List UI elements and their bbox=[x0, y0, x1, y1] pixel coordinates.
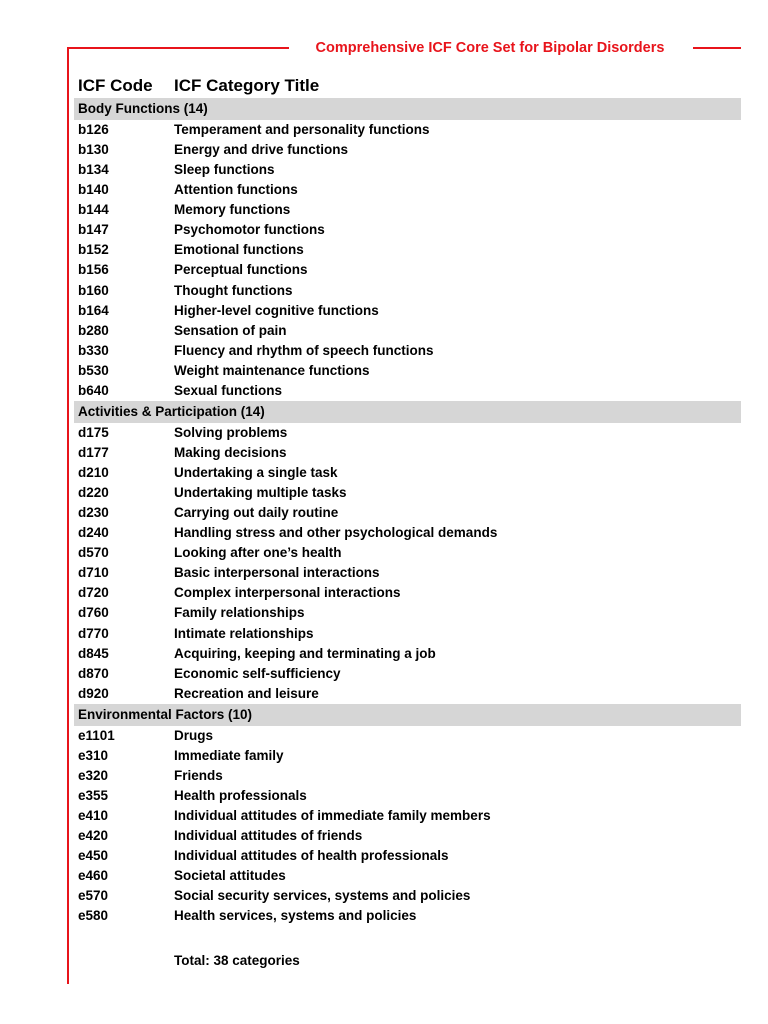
table-row bbox=[74, 603, 741, 623]
icf-code: e320 bbox=[78, 767, 109, 783]
table-row bbox=[74, 240, 741, 260]
icf-code: d770 bbox=[78, 625, 109, 641]
icf-category-title: Individual attitudes of immediate family members bbox=[174, 808, 491, 823]
icf-code: d870 bbox=[78, 665, 109, 681]
icf-code: b147 bbox=[78, 222, 109, 238]
icf-category-title: Higher-level cognitive functions bbox=[174, 302, 379, 318]
icf-category-title: Handling stress and other psychological demands bbox=[174, 525, 498, 541]
table-row bbox=[74, 423, 741, 443]
icf-category-title: Emotional functions bbox=[174, 242, 304, 258]
icf-category-title: Drugs bbox=[174, 727, 214, 743]
icf-code: e450 bbox=[78, 848, 109, 864]
icf-category-title: Acquiring, keeping and terminating a job bbox=[174, 645, 436, 661]
icf-category-title: Sleep functions bbox=[174, 162, 275, 178]
icf-code: b160 bbox=[78, 282, 109, 298]
frame-vertical-rule bbox=[67, 48, 69, 984]
icf-category-title: Health services, systems and policies bbox=[174, 908, 417, 924]
icf-category-title: Memory functions bbox=[174, 202, 291, 218]
icf-category-title: Recreation and leisure bbox=[174, 685, 319, 701]
icf-category-title: Family relationships bbox=[174, 605, 305, 621]
icf-code: b144 bbox=[78, 202, 109, 218]
icf-code: e580 bbox=[78, 908, 109, 924]
section-heading: Environmental Factors (10) bbox=[74, 704, 741, 726]
icf-code: d210 bbox=[78, 465, 109, 480]
table-row bbox=[74, 200, 741, 220]
table-row bbox=[74, 381, 741, 401]
icf-category-title: Carrying out daily routine bbox=[174, 505, 339, 521]
icf-category-title: Perceptual functions bbox=[174, 262, 308, 278]
table-row bbox=[74, 846, 741, 866]
table-row bbox=[74, 886, 741, 906]
icf-code: e460 bbox=[78, 868, 109, 884]
table-row bbox=[74, 483, 741, 503]
table-row bbox=[74, 644, 741, 664]
icf-code: e355 bbox=[78, 787, 109, 803]
column-headers bbox=[78, 75, 738, 97]
table-row bbox=[74, 624, 741, 644]
table-row bbox=[74, 826, 741, 846]
icf-code: d230 bbox=[78, 505, 109, 521]
table-row bbox=[74, 281, 741, 301]
table-row bbox=[74, 543, 741, 563]
section-heading: Activities & Participation (14) bbox=[74, 401, 741, 423]
icf-code: b130 bbox=[78, 142, 109, 158]
table-row bbox=[74, 746, 741, 766]
table-row bbox=[74, 664, 741, 684]
icf-category-title: Individual attitudes of health professionals bbox=[174, 848, 449, 864]
icf-category-title: Solving problems bbox=[174, 424, 288, 440]
table-row bbox=[74, 180, 741, 200]
table-row bbox=[74, 786, 741, 806]
table-row bbox=[74, 301, 741, 321]
icf-code: b126 bbox=[78, 122, 109, 137]
icf-category-title: Social security services, systems and policies bbox=[174, 888, 471, 904]
icf-code: d177 bbox=[78, 444, 109, 460]
icf-code: b330 bbox=[78, 342, 109, 358]
icf-code: b152 bbox=[78, 242, 109, 258]
icf-category-title: Friends bbox=[174, 767, 223, 783]
table-row bbox=[74, 806, 741, 826]
icf-category-title: Individual attitudes of friends bbox=[174, 828, 363, 844]
icf-category-title: Temperament and personality functions bbox=[174, 122, 430, 137]
icf-category-title: Basic interpersonal interactions bbox=[174, 565, 380, 581]
icf-code: d845 bbox=[78, 645, 109, 661]
icf-category-title: Sexual functions bbox=[174, 382, 283, 398]
icf-category-title: Health professionals bbox=[174, 787, 307, 803]
icf-category-title: Intimate relationships bbox=[174, 625, 314, 641]
table-row bbox=[74, 684, 741, 704]
icf-code: e420 bbox=[78, 828, 109, 844]
icf-code: d175 bbox=[78, 424, 109, 440]
icf-code: b640 bbox=[78, 382, 109, 398]
section-heading: Body Functions (14) bbox=[74, 98, 741, 120]
total-categories: Total: 38 categories bbox=[174, 953, 300, 968]
icf-code: e570 bbox=[78, 888, 109, 904]
icf-category-title: Undertaking a single task bbox=[174, 465, 338, 480]
table-row bbox=[74, 120, 741, 140]
icf-code: e310 bbox=[78, 747, 109, 763]
table-row bbox=[74, 220, 741, 240]
icf-code: e1101 bbox=[78, 727, 115, 743]
icf-code: b156 bbox=[78, 262, 109, 278]
table-row bbox=[74, 160, 741, 180]
table-row bbox=[74, 443, 741, 463]
icf-category-title: Weight maintenance functions bbox=[174, 362, 370, 378]
icf-code: d920 bbox=[78, 685, 109, 701]
icf-code: d570 bbox=[78, 545, 109, 561]
icf-category-title: Attention functions bbox=[174, 182, 298, 198]
table-row bbox=[74, 563, 741, 583]
table-row bbox=[74, 503, 741, 523]
icf-code: b134 bbox=[78, 162, 109, 178]
icf-category-title: Complex interpersonal interactions bbox=[174, 585, 401, 601]
table-row bbox=[74, 866, 741, 886]
icf-category-title: Making decisions bbox=[174, 444, 287, 460]
icf-category-title: Fluency and rhythm of speech functions bbox=[174, 342, 434, 358]
table-row bbox=[74, 523, 741, 543]
page-header-title: Comprehensive ICF Core Set for Bipolar Disorders bbox=[315, 40, 665, 56]
icf-category-title: Energy and drive functions bbox=[174, 142, 349, 158]
table-row bbox=[74, 341, 741, 361]
frame-top-rule-right bbox=[693, 47, 741, 49]
icf-category-title: Psychomotor functions bbox=[174, 222, 325, 238]
table-row bbox=[74, 260, 741, 280]
icf-category-title: Societal attitudes bbox=[174, 868, 286, 884]
table-row bbox=[74, 766, 741, 786]
table-row bbox=[74, 726, 741, 746]
table-row bbox=[74, 583, 741, 603]
icf-category-title: Undertaking multiple tasks bbox=[174, 485, 347, 501]
icf-code: b140 bbox=[78, 182, 109, 198]
icf-category-title: Sensation of pain bbox=[174, 322, 287, 338]
icf-code: d720 bbox=[78, 585, 109, 601]
table-row bbox=[74, 463, 741, 483]
icf-code: d220 bbox=[78, 485, 109, 501]
icf-code: b530 bbox=[78, 362, 109, 378]
icf-code: b164 bbox=[78, 302, 109, 318]
icf-category-title: Economic self-sufficiency bbox=[174, 665, 341, 681]
icf-table bbox=[74, 98, 741, 926]
icf-code: d760 bbox=[78, 605, 109, 621]
icf-code: e410 bbox=[78, 808, 109, 823]
table-row bbox=[74, 321, 741, 341]
icf-code: d710 bbox=[78, 565, 109, 581]
frame-top-rule-left bbox=[67, 47, 289, 49]
table-row bbox=[74, 361, 741, 381]
column-header-title: ICF Category Title bbox=[174, 76, 320, 95]
table-row bbox=[74, 906, 741, 926]
icf-code: b280 bbox=[78, 322, 109, 338]
column-header-code: ICF Code bbox=[78, 76, 153, 95]
icf-category-title: Looking after one’s health bbox=[174, 545, 342, 561]
icf-category-title: Immediate family bbox=[174, 747, 284, 763]
table-row bbox=[74, 140, 741, 160]
icf-code: d240 bbox=[78, 525, 109, 541]
icf-category-title: Thought functions bbox=[174, 282, 293, 298]
